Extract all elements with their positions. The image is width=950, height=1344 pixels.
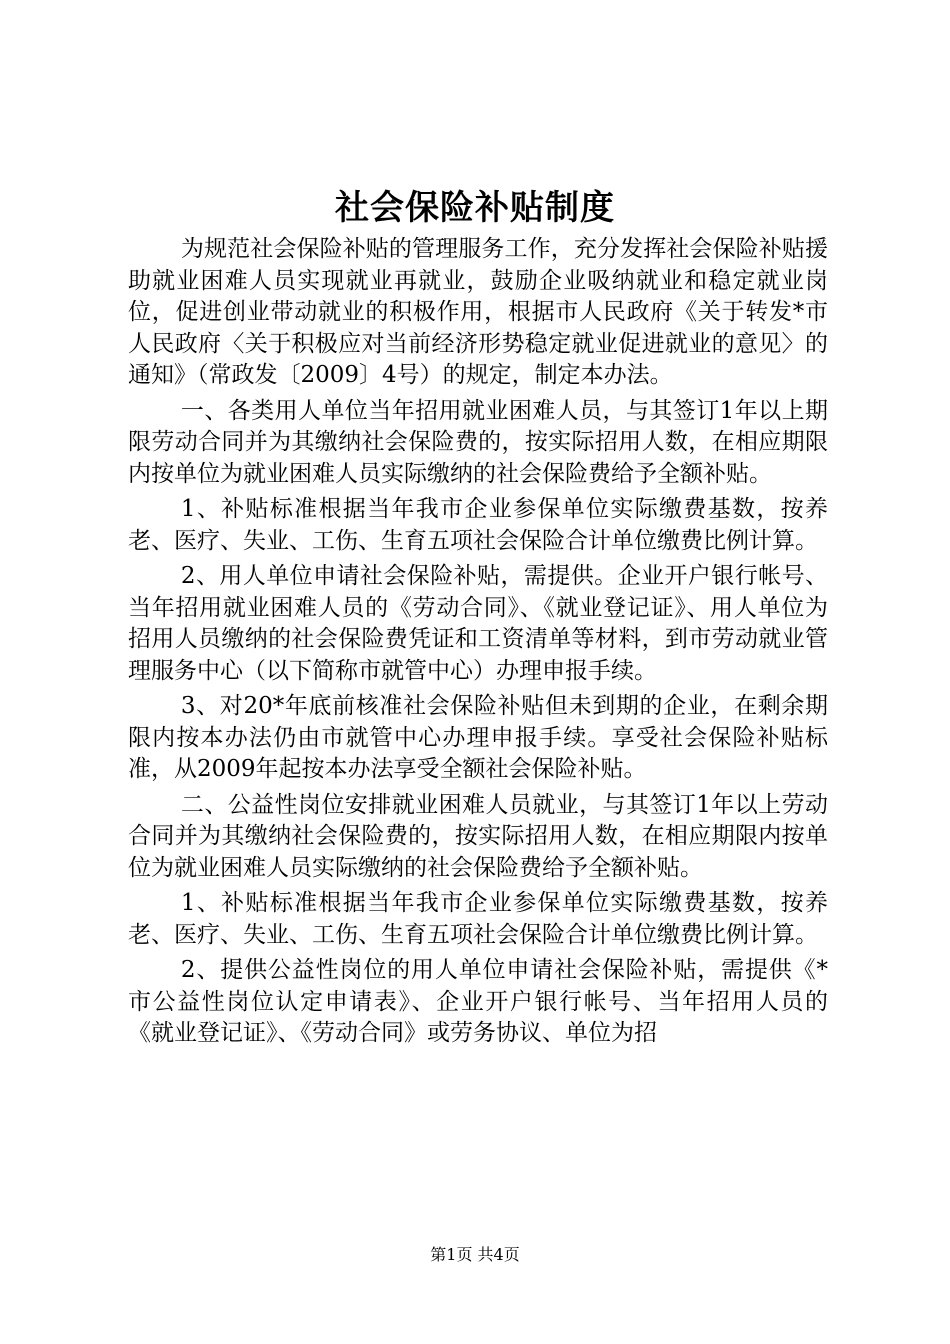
paragraph-section-1-item-3: 3、对20*年底前核准社会保险补贴但未到期的企业，在剩余期限内按本办法仍由市就管中心办理申报手续。享受社会保险补贴标准，从2009年起按本办法享受全额社会保险补贴。 [128,693,828,782]
paragraph-section-2-item-2: 2、提供公益性岗位的用人单位申请社会保险补贴，需提供《*市公益性岗位认定申请表》、企业开户银行帐号、当年招用人员的《就业登记证》、《劳动合同》或劳务协议、单位为招 [128,957,828,1046]
paragraph-section-1-item-1: 1、补贴标准根据当年我市企业参保单位实际缴费基数，按养老、医疗、失业、工伤、生育五项社会保险合计单位缴费比例计算。 [128,496,828,554]
page-footer: 第1页 共4页 [430,1245,520,1264]
document-body [128,234,828,1050]
paragraph-section-2-item-1: 1、补贴标准根据当年我市企业参保单位实际缴费基数，按养老、医疗、失业、工伤、生育五项社会保险合计单位缴费比例计算。 [128,890,828,948]
paragraph-section-1: 一、各类用人单位当年招用就业困难人员，与其签订1年以上期限劳动合同并为其缴纳社会保险费的，按实际招用人数，在相应期限内按单位为就业困难人员实际缴纳的社会保险费给予全额补贴。 [128,397,828,487]
paragraph-section-2: 二、公益性岗位安排就业困难人员就业，与其签订1年以上劳动合同并为其缴纳社会保险费的，按实际招用人数，在相应期限内按单位为就业困难人员实际缴纳的社会保险费给予全额补贴。 [128,791,828,881]
document-title: 社会保险补贴制度 [335,188,615,228]
paragraph-section-1-item-2: 2、用人单位申请社会保险补贴，需提供。企业开户银行帐号、当年招用就业困难人员的《劳动合同》、《就业登记证》、用人单位为招用人员缴纳的社会保险费凭证和工资清单等材料，到市劳动就业管理服务中心（以下简称市就管中心）办理申报手续。 [128,563,828,684]
paragraph-intro: 为规范社会保险补贴的管理服务工作，充分发挥社会保险补贴援助就业困难人员实现就业再就业，鼓励企业吸纳就业和稳定就业岗位，促进创业带动就业的积极作用，根据市人民政府《关于转发*市人民政府〈关于积极应对当前经济形势稳定就业促进就业的意见〉的通知》（常政发〔2009〕4号）的规定，制定本办法。 [128,236,828,388]
